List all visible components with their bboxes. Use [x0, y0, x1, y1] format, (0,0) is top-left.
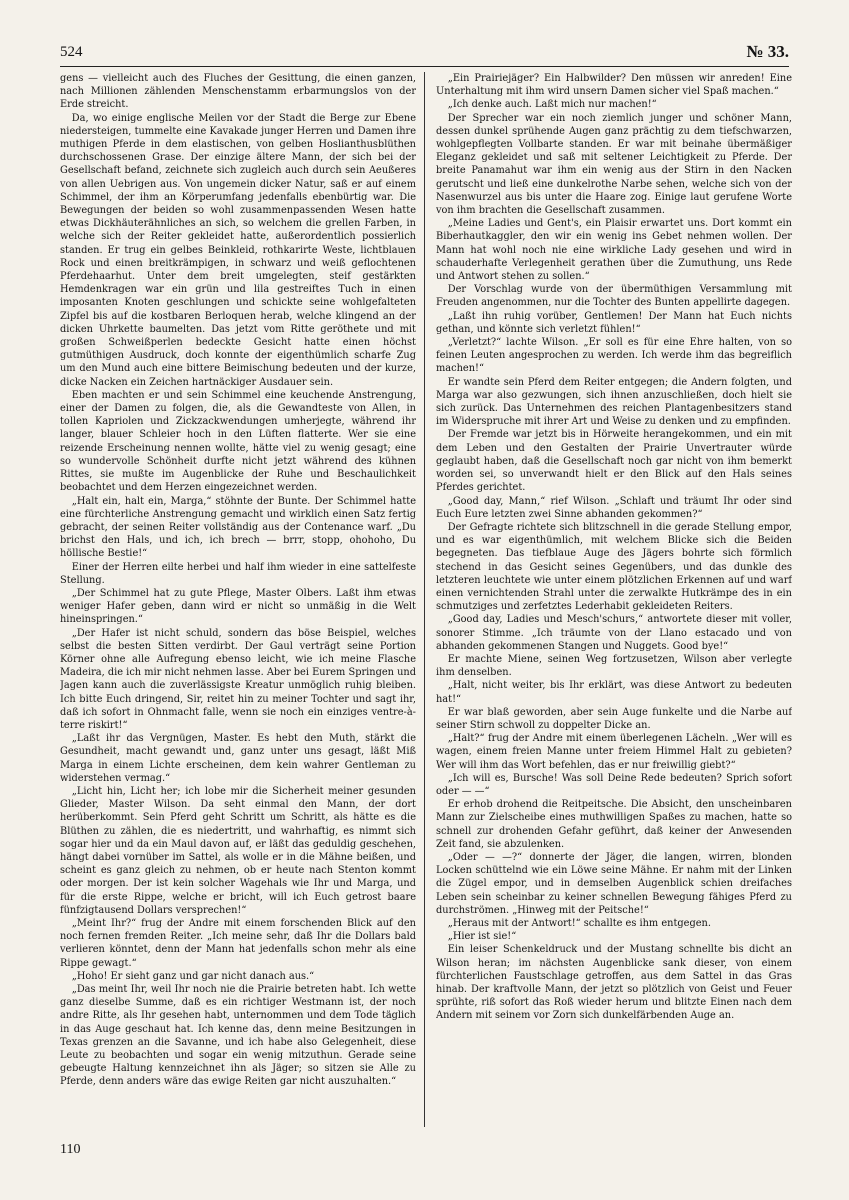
paragraph: Eben machten er und sein Schimmel eine keuchende Anstrengung, einer der Damen zu folgen, die, als die Gewandteste von Allen, in tollen Kapriolen und Zickzackwendungen umherjegte, während ihr langer, blauer Schleier hoch in den Lüften flatterte. Wer sie eine reizende Erscheinung nennen wollte, hätte viel zu wenig gesagt; eine so wundervolle Schönheit durfte nicht jetzt während des kühnen Rittes, sie mußte im Augenblicke der Ruhe und Beschaulichkeit beobachtet und dem Herzen eingezeichnet werden. — [60, 389, 416, 494]
paragraph: „Laßt ihn ruhig vorüber, Gentlemen! Der Mann hat Euch nichts gethan, und könnte sich verletzt fühlen!“ — [436, 310, 792, 335]
paragraph: Ein leiser Schenkeldruck und der Mustang schnellte bis dicht an Wilson heran; im nächsten Augenblicke sank dieser, von einem fürchterlichen Faustschlage getroffen, aus dem Sattel in das Gras hinab. Der kraftvolle Mann, der jetzt so plötzlich von Geist und Feuer sprühte, riß sofort das Roß wieder herum und blitzte Einen nach dem Andern mit seinem vor Zorn sich dunkelfärbenden Auge an. — [436, 944, 792, 1022]
paragraph: Der Vorschlag wurde von der übermüthigen Versammlung mit Freuden angenommen, nur die Tochter des Bunten appellirte dagegen. — [436, 284, 792, 309]
paragraph: Der Sprecher war ein noch ziemlich junger und schöner Mann, dessen dunkel sprühende Augen ganz prächtig zu dem tiefschwarzen, wohlgepflegten Vollbarte standen. Er war mit beinahe übermäßiger Eleganz gekleidet und saß mit seltener Leichtigkeit zu Pferde. Der breite Panamahut war ihm ein wenig aus der Stirn in den Nacken gerutscht und ließ eine dunkelrothe Narbe sehen, welche sich von der Nasenwurzel aus bis unter die Haare zog. Einige laut gerufene Worte von ihm brachten die Gesellschaft zusammen. — [436, 112, 792, 217]
paragraph: „Hier ist sie!“ — [447, 931, 517, 943]
paragraph: Der Gefragte richtete sich blitzschnell in die gerade Stellung empor, und es war eigenthümlich, mit welchem Blicke sich die Beiden begegneten. Das tiefblaue Auge des Jägers bohrte sich förmlich stechend in das Gesicht seines Gegenübers, und das dunkle des letzteren leuchtete wie unter einem plötzlichen Erkennen auf und warf einen vernichtenden Strahl unter die zerwalkte Hutkrämpe des in ein schmutziges und zerfetztes Lederhabit gekleideten Reiters. — [436, 521, 792, 613]
issue-number: № 33. — [746, 42, 789, 61]
page-header — [60, 40, 789, 64]
paragraph: „Meine Ladies und Gent's, ein Plaisir erwartet uns. Dort kommt ein Biberhautkaggler, den wir ein wenig ins Gebet nehmen wollen. Der Mann hat wohl noch nie eine wirkliche Lady gesehen und wird in schauderhafte Verlegenheit gerathen über die Zumuthung, uns Rede und Antwort stehen zu sollen.“ — [436, 218, 792, 283]
paragraph: „Meint Ihr?“ frug der Andre mit einem forschenden Blick auf den noch fernen fremden Reiter. „Ich meine sehr, daß Ihr die Dollars bald verlieren könntet, denn der Mann hat jedenfalls schon mehr als eine Rippe gewagt.“ — [60, 918, 416, 969]
paragraph: „Der Hafer ist nicht schuld, sondern das böse Beispiel, welches selbst die besten Sitten verdirbt. Der Gaul verträgt seine Portion Körner ohne alle Aufregung ebenso leicht, wie ich meine Flasche Madeira, die ich mir nicht nehmen lasse. Aber bei Eurem Springen und Jagen kann auch die zuverlässigste Kreatur unmöglich ruhig bleiben. Ich bitte Euch dringend, Sir, reitet hin zu meiner Tochter und sagt ihr, daß ich sofort in Ohnmacht falle, wenn sie noch ein einziges ventre-à-terre riskirt!“ — [60, 627, 416, 731]
paragraph: „Heraus mit der Antwort!“ schallte es ihm entgegen. — [447, 918, 711, 929]
paragraph: „Das meint Ihr, weil Ihr noch nie die Prairie betreten habt. Ich wette ganz dieselbe Summe, daß es ein richtiger Westmann ist, der noch andre Ritte, als Ihr gesehen habt, unternommen und dem Tode täglich in das Auge geschaut hat. Ich kenne das, denn meine Besitzungen in Texas grenzen an die Savanne, und ich habe also Gelegenheit, diese Leute zu beobachten und sogar ein wenig mitzuthun. Gerade seine gebeugte Haltung kennzeichnet ihn als Jäger; so sitzen sie Alle zu Pferde, denn anders wäre das ewige Reiten gar nicht auszuhalten.“ — [60, 984, 416, 1088]
header-rule — [60, 66, 789, 67]
paragraph: Der Fremde war jetzt bis in Hörweite herangekommen, und ein mit dem Leben und den Gestalten der Prairie Unvertrauter würde geglaubt haben, daß die Gesellschaft noch gar nicht von ihm bemerkt worden sei, so unverwandt hielt er den Blick auf den Hals seines Pferdes gerichtet. — [436, 429, 792, 494]
paragraph: „Oder — —?“ donnerte der Jäger, die langen, wirren, blonden Locken schüttelnd wie ein Löwe seine Mähne. Er nahm mit der Linken die Zügel empor, und in demselben Augenblick schien dreifaches Leben sein scheinbar zu keiner schnellen Bewegung fähiges Pferd zu durchströmen. „Hinweg mit der Peitsche!“ — [436, 851, 792, 916]
footer-number: 110 — [60, 1142, 81, 1157]
paragraph: „Hoho! Er sieht ganz und gar nicht danach aus.“ — [71, 970, 315, 982]
paragraph: „Halt?“ frug der Andre mit einem überlegenen Lächeln. „Wer will es wagen, einem freien Manne unter freiem Himmel Halt zu gebieten? Wer will ihm das Wort befehlen, das er nur freiwillig giebt?“ — [436, 733, 792, 771]
paragraph: Er erhob drohend die Reitpeitsche. Die Absicht, den unscheinbaren Mann zur Zielscheibe eines muthwilligen Spaßes zu machen, hatte so schnell zur drohenden Gefahr geführt, daß keiner der Anwesenden Zeit fand, sie abzulenken. — [436, 799, 792, 850]
paragraph: „Halt ein, halt ein, Marga,“ stöhnte der Bunte. Der Schimmel hatte eine fürchterliche Anstrengung gemacht und wirklich einen Satz fertig gebracht, der seinen Reiter vollständig aus der Contenance warf. „Du brichst den Hals, und ich, ich brech — brrr, stopp, ohohoho, Du höllische Bestie!“ — [60, 495, 416, 560]
paragraph: gens — vielleicht auch des Fluches der Gesittung, die einen ganzen, nach Millionen zählenden Menschenstamm erbarmungslos von der Erde streicht. — [60, 73, 416, 111]
column-divider — [424, 72, 425, 1127]
paragraph: Da, wo einige englische Meilen vor der Stadt die Berge zur Ebene niedersteigen, tummelte eine Kavakade junger Herren und Damen ihre muthigen Pferde in dem elastischen, von gelben Hoslianthusblüthen durchschossenen Grase. Der einzige ältere Mann, der sich bei der Gesellschaft befand, zeichnete sich zugleich auch durch sein Aeußeres von allen Uebrigen aus. Von ungemein dicker Natur, saß er auf einem Schimmel, der ihm an Körperumfang jedenfalls ebenbürtig war. Die Bewegungen der beiden so wohl zusammenpassenden Wesen hatte etwas Dickhäuterähnliches an sich, so welchem die grellen Farben, in welche sich der Reiter gekleidet hatte, außerordentlich possierlich standen. Er trug ein gelbes Beinkleid, rothkarirte Weste, lichtblauen Rock und einen breitkrämpigen, in schwarz und weiß geflochtenen Pferdehaarhut. Unter dem breit umgelegten, steif gestärkten Hemdenkragen war ein grün und lila gestreiftes Tuch in einen imposanten Knoten geschlungen und schickte seine wohlgefalteten Zipfel bis auf die kostbaren Berloquen herab, welche klingend an der dicken Uhrkette baumelten. Das jetzt vom Ritte geröthete und mit großen Schweißperlen bedeckte Gesicht hatte einen höchst gutmüthigen Ausdruck, doch konnte der eigenthümlich scharfe Zug um den Mund auch eine bittere Beimischung bedeuten und der kurze, dicke Nacken ein Zeichen hartnäckiger Ausdauer sein. — [60, 112, 416, 388]
paragraph: „Ich denke auch. Laßt mich nur machen!“ — [447, 99, 657, 111]
paragraph: „Verletzt?“ lachte Wilson. „Er soll es für eine Ehre halten, von so feinen Leuten angesprochen zu werden. Ich werde ihm das begreiflich machen!“ — [436, 337, 792, 375]
paragraph: „Good day, Mann,“ rief Wilson. „Schlaft und träumt Ihr oder sind Euch Eure letzten zwei Sinne abhanden gekommen?“ — [436, 495, 792, 520]
page-number: 524 — [60, 44, 83, 60]
paragraph: „Ein Prairiejäger? Ein Halbwilder? Den müssen wir anreden! Eine Unterhaltung mit ihm wird unsern Damen sicher viel Spaß machen.“ — [436, 73, 792, 98]
paragraph: „Ich will es, Bursche! Was soll Deine Rede bedeuten? Sprich sofort oder — —“ — [436, 772, 792, 797]
paragraph: Er war blaß geworden, aber sein Auge funkelte und die Narbe auf seiner Stirn schwoll zu doppelter Dicke an. — [436, 706, 792, 731]
right-column — [436, 72, 792, 1132]
paragraph: Einer der Herren eilte herbei und half ihm wieder in eine sattelfeste Stellung. — [60, 561, 416, 586]
paragraph: Er machte Miene, seinen Weg fortzusetzen, Wilson aber verlegte ihm denselben. — [436, 653, 792, 679]
paragraph: Er wandte sein Pferd dem Reiter entgegen; die Andern folgten, und Marga war also gezwungen, sich ihnen anzuschließen, doch hielt sie sich zurück. Das Unternehmen des reichen Plantagenbesitzers stand im Widerspruche mit ihrer Art und Weise zu denken und zu empfinden. — [436, 376, 792, 428]
paragraph: „Licht hin, Licht her; ich lobe mir die Sicherheit meiner gesunden Glieder, Master Wilson. Da seht einmal den Mann, der dort herüberkommt. Sein Pferd geht Schritt um Schritt, als hätte es die Blüthen zu zählen, die es niedertritt, und wahrhaftig, es nimmt sich sogar hier und da ein Maul davon auf, er läßt das geduldig geschehen, hängt dabei vornüber im Sattel, als wolle er in die Mähne beißen, und scheint es ganz gleich zu nehmen, ob er heute nach Stenton kommt oder morgen. Der ist kein solcher Wagehals wie Ihr und Marga, und für die erste Rippe, welche er bricht, will ich Euch getrost baare fünfzigtausend Dollars versprechen!“ — [60, 785, 416, 916]
paragraph: „Laßt ihr das Vergnügen, Master. Es hebt den Muth, stärkt die Gesundheit, macht gewandt und, ganz unter uns gesagt, läßt Miß Marga in einem Lichte erscheinen, dem kein wahrer Gentleman zu widerstehen vermag.“ — [60, 733, 416, 784]
left-column — [60, 72, 416, 1132]
paragraph: „Der Schimmel hat zu gute Pflege, Master Olbers. Laßt ihm etwas weniger Hafer geben, dann wird er nicht so unmäßig in die Welt hineinspringen.“ — [60, 587, 416, 626]
paragraph: „Good day, Ladies und Mesch'schurs,“ antwortete dieser mit voller, sonorer Stimme. „Ich träumte von der Llano estacado und von abhanden gekommenen Stangen und Nuggets. Good bye!“ — [436, 614, 792, 652]
paragraph: „Halt, nicht weiter, bis Ihr erklärt, was diese Antwort zu bedeuten hat!“ — [436, 680, 792, 705]
